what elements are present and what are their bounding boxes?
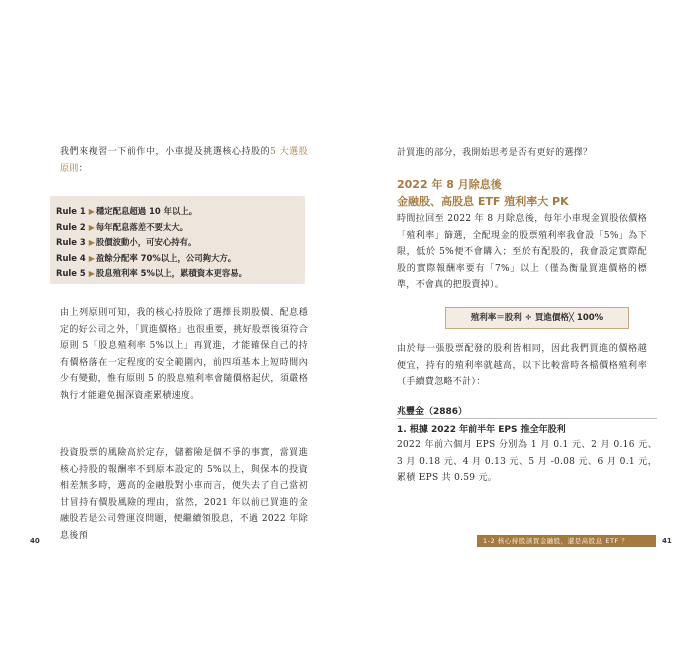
rule-label: Rule 5 bbox=[56, 268, 86, 278]
left-intro-paragraph bbox=[60, 144, 308, 177]
left-paragraph-3: 投資股票的風險高於定存，儲蓄險是個不爭的事實，當買進核心持股的報酬率不到原本設定的 5%以上，與保本的投資相差無多時，選高的金融股對小車而言，便失去了自己當初甘冒持有價股風險的理由，當然，2021 年以前已買進的金融股若是公司營運沒問題，便繼續領股息，不過 2022 年除息後預 bbox=[60, 448, 308, 541]
rule-text: 盈餘分配率 70%以上，公司夠大方。 bbox=[95, 252, 237, 263]
rule-text: 穩定配息超過 10 年以上。 bbox=[95, 206, 198, 216]
triangle-icon: ▶ bbox=[88, 238, 95, 247]
stock-label: 兆豐金（2886） bbox=[397, 407, 468, 417]
right-paragraph-1: 時間拉回至 2022 年 8 月除息後，每年小車現金買股依價格「殖利率」篩選，全配現金的股票殖利率我會設「5%」為下限，低於 5%便不會購入；至於有配股的，我會設定實際配股的實際報酬率要有「7%」以上（僅為衡量買進價格的標準，不會真的把股賣掉）。 bbox=[397, 214, 647, 290]
rule-label: Rule 3 bbox=[56, 237, 86, 247]
rule-item bbox=[56, 221, 188, 233]
intro-accent-text: 5 大選股原則 bbox=[60, 147, 308, 174]
triangle-icon: ▶ bbox=[88, 222, 95, 232]
page-number-right: 41 bbox=[662, 537, 672, 545]
section-heading-date: 2022 年 8 月除息後 bbox=[397, 178, 502, 191]
rule-item bbox=[56, 252, 236, 264]
rule-label: Rule 1 bbox=[56, 206, 86, 216]
stock-subheading: 1. 根據 2022 年前半年 EPS 推全年股利 bbox=[397, 425, 566, 435]
right-paragraph-3: 2022 年前六個月 EPS 分別為 1 月 0.1 元、2 月 0.16 元、3 月 0.18 元、4 月 0.13 元、5 月 -0.08 元、6 月 0.1 元，累積 EPS 共 0.59 元。 bbox=[397, 440, 657, 483]
right-top-paragraph: 計買進的部分，我開始思考是否有更好的選擇？ bbox=[397, 148, 593, 158]
page-number-left: 40 bbox=[30, 537, 40, 545]
rule-label: Rule 4 bbox=[56, 252, 86, 263]
rule-item bbox=[56, 236, 196, 248]
rules-box bbox=[50, 196, 305, 284]
rule-text: 每年配息落差不要太大。 bbox=[95, 221, 188, 232]
rule-text: 股息殖利率 5%以上，累積資本更容易。 bbox=[95, 268, 248, 278]
right-paragraph-2: 由於每一張股票配發的股利皆相同，因此我們買進的價格越便宜，持有的殖利率就越高，以下比較當時各檔價格殖利率（手續費忽略不計）： bbox=[397, 344, 647, 387]
divider bbox=[397, 418, 657, 419]
intro-colon: ： bbox=[78, 163, 88, 174]
rule-text: 股價波動小，可安心持有。 bbox=[95, 237, 197, 247]
triangle-icon: ▶ bbox=[88, 269, 95, 278]
triangle-icon: ▶ bbox=[88, 207, 95, 216]
rule-item bbox=[56, 267, 247, 279]
chapter-footer-bar: 1-2 核心持股該買金融股，還是高股息 ETF ？ bbox=[477, 535, 656, 547]
intro-text: 我們來複習一下前作中，小車提及挑選核心持股的 bbox=[60, 147, 271, 157]
section-heading-title: 金融股、高股息 ETF 殖利率大 PK bbox=[397, 195, 569, 208]
left-paragraph-2: 由上列原則可知，我的核心持股除了選擇長期股價、配息穩定的好公司之外，「買進價格」也很重要，挑好股票後須符合原則 5「股息殖利率 5%以上」再買進，才能確保自己的持有價格落在一定程度的安全範圍內，前四項基本上短時間內少有變動，惟有原則 5 的股息殖利率會隨價格起伏，須嚴格執行才能避免掘深資產累積速度。 bbox=[60, 308, 308, 401]
formula-box: 殖利率＝股利 ÷ 買進價格╳ 100% bbox=[445, 307, 629, 329]
triangle-icon: ▶ bbox=[88, 253, 95, 263]
rule-label: Rule 2 bbox=[56, 221, 86, 232]
rule-item bbox=[56, 205, 197, 217]
